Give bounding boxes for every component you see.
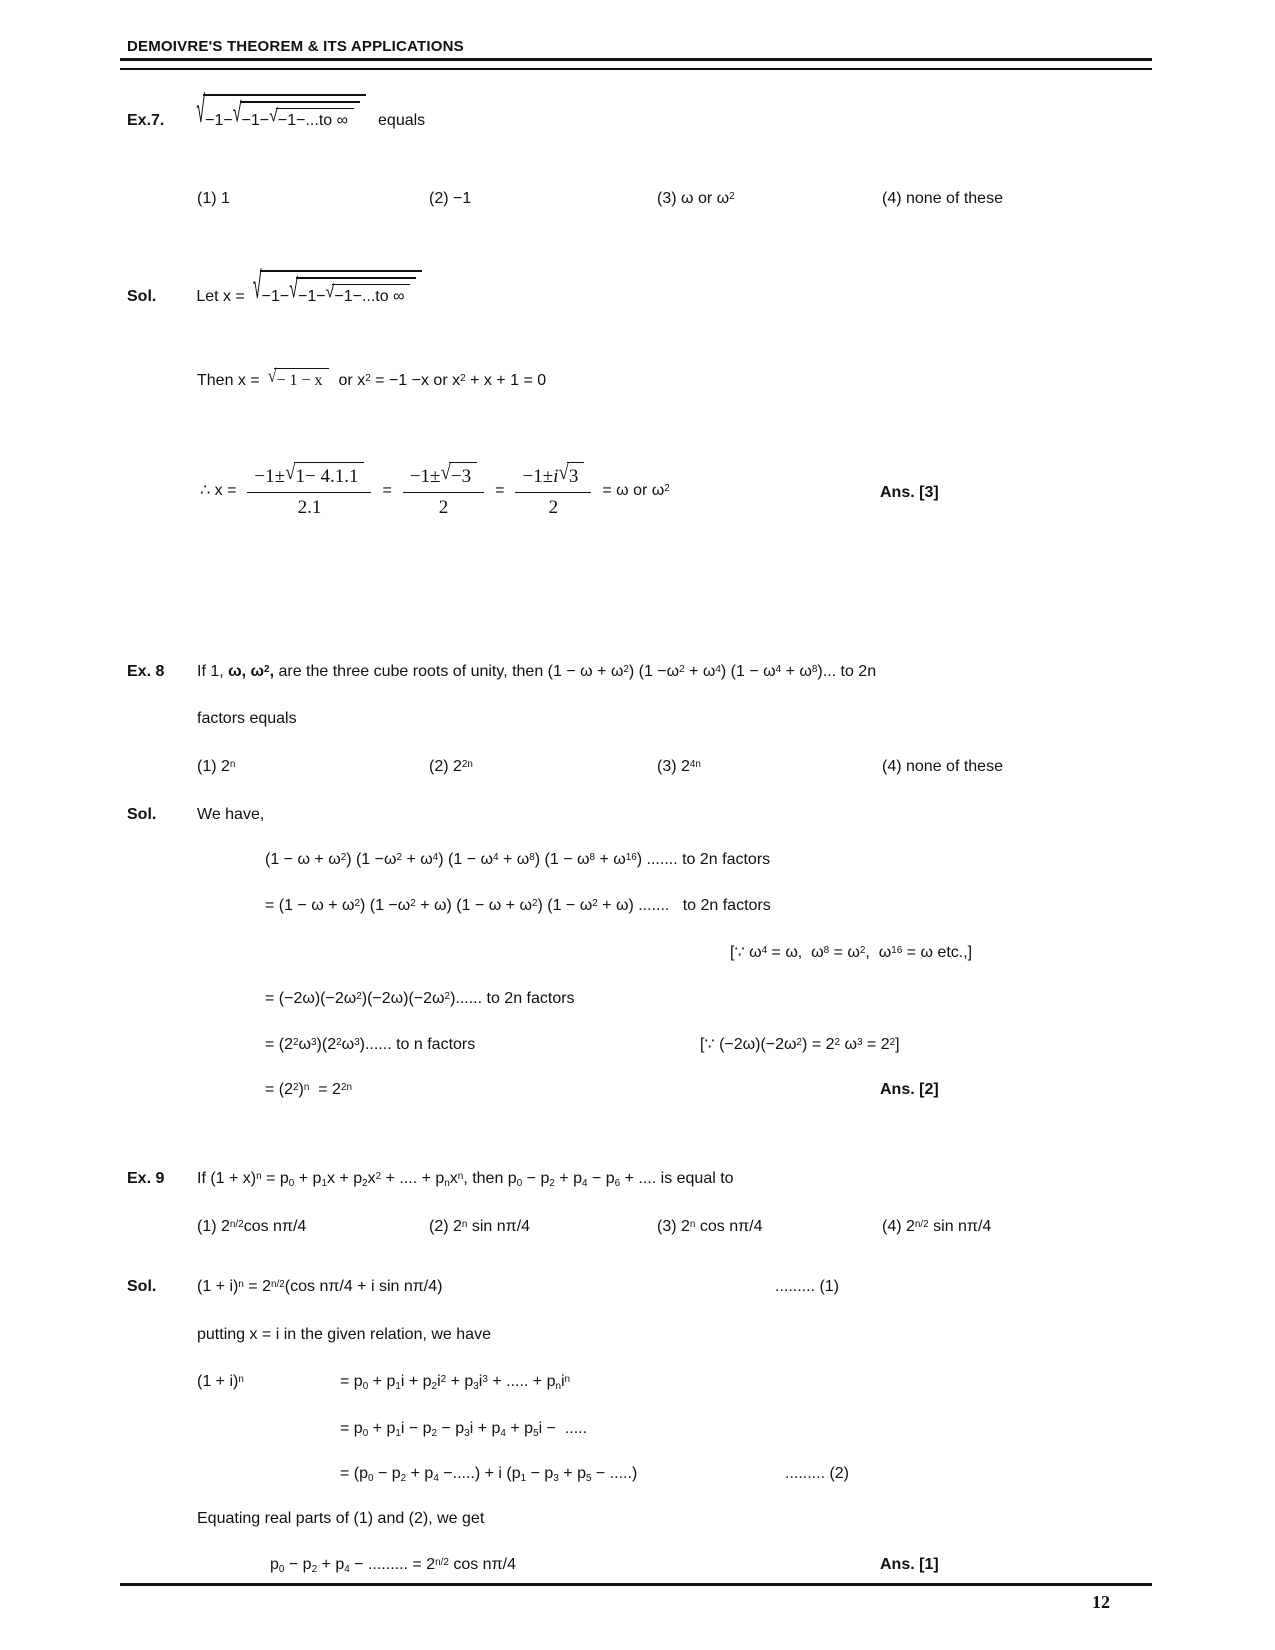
radical-sign: √ (232, 99, 242, 129)
sol8-note1: [∵ $\omega^4 = \omega$, $\omega^8 = \omega^2$, $\omega^{16} = \omega$ etc.,] (730, 944, 973, 961)
frac1-radicand: 1− 4.1.1 (294, 462, 365, 489)
ex7-option-2: (2) −1 (429, 190, 472, 207)
sol7-then-line (197, 368, 546, 391)
ex7-option-3: (3) ω or $\omega^2$ (657, 190, 735, 207)
sol9-line5-ref: ......... (2) (785, 1465, 850, 1482)
sol7-radical-mid (289, 277, 416, 307)
ex8-option-1: (1) 2$^n$ (197, 758, 236, 775)
sol7-therefore-line (200, 452, 670, 530)
ex8-question-line1: If 1, ω, $\omega^2$, are the three cube roots of unity, then $(1 - \omega + \omega^2)$ $(1 -\omega^2 + \omega^4)$ $(1 - \omega^4 + \omega^8)$... to 2n (197, 663, 877, 680)
header-rule (120, 58, 1152, 70)
page-title: DEMOIVRE'S THEOREM & ITS APPLICATIONS (127, 38, 464, 55)
sol7-result: = ω or $\omega^2$ (602, 482, 670, 499)
ex7-option-1: (1) 1 (197, 190, 230, 207)
sol7-radicand-inner: −1−...to ∞ (334, 288, 405, 305)
frac3-num-prefix: −1± (522, 466, 554, 488)
frac3-radicand: 3 (567, 462, 585, 489)
sol8-answer: Ans. [2] (880, 1081, 939, 1098)
frac3-den: 2 (548, 497, 559, 518)
sol9-line7: $p_0 - p_2 + p_4$ − ......... = $2^{n/2}$ cos nπ/4 (270, 1556, 516, 1576)
sol9-line5: = ($p_0 - p_2 + p_4$ −.....) + i ($p_1 - p_3 + p_5$ − .....) (340, 1465, 638, 1485)
frac3-imaginary-i: i (553, 466, 559, 488)
ex7-radicand-outer: −1− (205, 112, 233, 129)
sol7-then-suffix: or $x^2 = -1 -x$ or $x^2 + x + 1 = 0$ (338, 372, 547, 389)
radical-sign: √ (325, 282, 335, 302)
sol7-nested-radical (252, 267, 423, 308)
fraction-1 (247, 462, 371, 520)
ex7-radicand-inner: −1−...to ∞ (277, 112, 349, 129)
sol9-line1-ref: ......... (1) (775, 1278, 840, 1295)
frac3-radical (558, 462, 584, 489)
frac2-den: 2 (438, 497, 449, 518)
ex8-option-3: (3) $2^{4n}$ (657, 758, 701, 775)
sol7-then-radical (268, 368, 329, 391)
ex7-equals-text: equals (378, 112, 426, 129)
ex9-option-2: (2) 2$^n$ sin nπ/4 (429, 1218, 531, 1235)
sol7-then-prefix: Then x = (197, 372, 260, 389)
sol7-then-radicand: − 1 − x (276, 372, 323, 389)
ex9-option-3: (3) 2$^n$ cos nπ/4 (657, 1218, 763, 1235)
ex7-radicand-mid: −1− (241, 112, 270, 129)
ex7-question-line (127, 91, 426, 132)
sol9-label: Sol. (127, 1278, 157, 1295)
footer-rule (120, 1583, 1152, 1586)
radical-sign: √ (196, 91, 206, 132)
sol7-let-line (127, 267, 422, 308)
sol8-step2: = $(1 - \omega + \omega^2)$ $(1 -\omega^2 + \omega)$ $(1 - \omega + \omega^2)$ $(1 - \omega^2 + \omega)$ ....... to 2n factors (265, 897, 771, 914)
sol7-therefore-prefix: ∴ x = (200, 482, 237, 499)
radical-sign: √ (289, 275, 298, 305)
sol8-label: Sol. (127, 806, 157, 823)
sol8-step3: = $(-2\omega)(-2\omega^2)(-2\omega)(-2\omega^2)$...... to 2n factors (265, 990, 575, 1007)
frac1-num-prefix: −1± (254, 466, 286, 488)
sol9-line4: = $p_0 + p_1i - p_2 - p_3i + p_4 + p_5i$ − ..... (340, 1420, 588, 1440)
radical-sign: √ (440, 461, 451, 485)
ex9-label: Ex. 9 (127, 1170, 165, 1187)
sol9-line2: putting x = i in the given relation, we have (197, 1326, 491, 1343)
radical-sign: √ (558, 461, 569, 485)
ex7-radical-inner (269, 108, 354, 131)
fraction-2 (403, 462, 484, 520)
ex7-radical-mid (233, 101, 360, 131)
frac1-radical (285, 462, 364, 489)
sol8-intro: We have, (197, 806, 265, 823)
radical-sign: √ (269, 106, 278, 126)
radical-sign: √ (285, 461, 296, 485)
ex8-label: Ex. 8 (127, 663, 165, 680)
sol7-radicand-mid: −1− (297, 288, 326, 305)
sol7-radicand-outer: −1− (261, 288, 290, 305)
sol7-answer: Ans. [3] (880, 484, 939, 501)
sol9-line3-lhs: $(1 + i)^n$ (197, 1373, 244, 1390)
sol8-step1: $(1 - \omega + \omega^2)$ $(1 -\omega^2 + \omega^4)$ $(1 - \omega^4 + \omega^8)$ $(1 - \omega^8 + \omega^{16})$ ....... to 2n factors (265, 851, 771, 868)
sol9-line6: Equating real parts of (1) and (2), we get (197, 1510, 485, 1527)
equals-sign: = (495, 482, 505, 499)
sol9-answer: Ans. [1] (880, 1556, 939, 1573)
frac2-radicand: −3 (449, 462, 477, 489)
equals-sign: = (382, 482, 392, 499)
frac2-radical (440, 462, 477, 489)
ex9-question: If $(1 + x)^n = p_0 + p_1x + p_2x^2$ + .... + $p_nx^n$, then $p_0 - p_2 + p_4 - p_6$ + .... is equal to (197, 1170, 734, 1190)
page-number: 12 (1092, 1592, 1110, 1612)
frac1-den: 2.1 (297, 497, 322, 518)
sol7-radical-inner (326, 284, 411, 307)
ex8-question-line2: factors equals (197, 710, 297, 727)
ex9-option-4: (4) $2^{n/2}$ sin nπ/4 (882, 1218, 992, 1235)
radical-sign: √ (252, 267, 262, 308)
ex7-nested-radical (196, 91, 366, 132)
sol8-step5: = $(2^2)^n = 2^{2n}$ (265, 1081, 352, 1098)
radical-sign: √ (267, 366, 277, 386)
sol7-let-prefix: Let x = (196, 288, 245, 305)
sol7-label: Sol. (127, 288, 157, 305)
ex9-option-1: (1) $2^{n/2}\cos$ nπ/4 (197, 1218, 307, 1235)
ex8-option-4: (4) none of these (882, 758, 1003, 775)
sol9-line3-rhs: = $p_0 + p_1i + p_2i^2 + p_3i^3$ + ..... + $p_ni^n$ (340, 1373, 571, 1393)
frac2-num-prefix: −1± (409, 466, 441, 488)
ex7-label: Ex.7. (127, 112, 165, 129)
sol8-step4: = $(2^2\omega^3)(2^2\omega^3)$...... to n factors (265, 1036, 476, 1053)
ex7-option-4: (4) none of these (882, 190, 1003, 207)
sol9-line1: $(1 + i)^n = 2^{n/2}(\cos$ nπ/4 + i sin nπ/4) (197, 1278, 443, 1295)
sol8-note2: [∵ $(-2\omega)(-2\omega^2) = 2^2$ $\omega^3 = 2^2$] (700, 1036, 900, 1053)
fraction-3 (515, 462, 591, 520)
ex8-option-2: (2) $2^{2n}$ (429, 758, 473, 775)
